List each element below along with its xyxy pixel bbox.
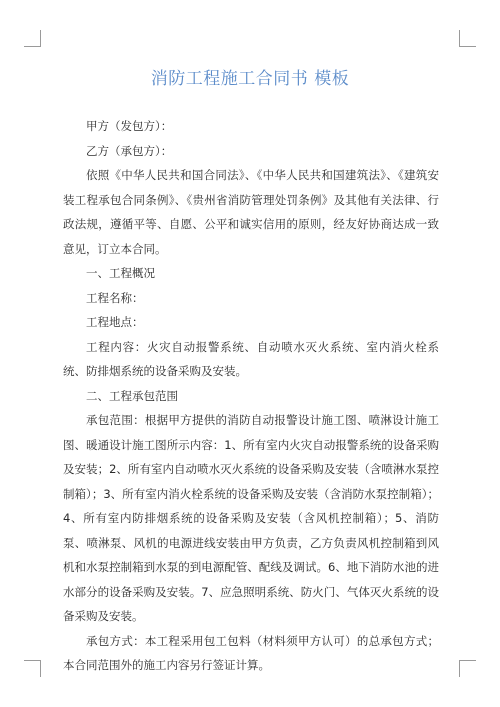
crop-mark-top-left	[24, 30, 41, 47]
crop-mark-bottom-left	[24, 660, 41, 677]
document-title: 消防工程施工合同书 模板	[150, 69, 350, 89]
preamble-paragraph: 依照《中华人民共和国合同法》、《中华人民共和国建筑法》、《建筑安装工程承包合同条例》、《贵州省消防管理处罚条例》及其他有关法律、行政法规，遵循平等、自愿、公平和诚实信用的原则，经友好协商达成一致意见，订立本合同。	[63, 168, 439, 256]
section-heading-overview: 一、工程概况	[86, 266, 155, 280]
project-location-line: 工程地点：	[86, 315, 144, 329]
crop-mark-bottom-right	[459, 660, 476, 677]
crop-mark-top-right	[459, 30, 476, 47]
scope-paragraph: 承包范围：根据甲方提供的消防自动报警设计施工图、喷淋设计施工图、暖通设计施工图所示内容：1、所有室内火灾自动报警系统的设备采购及安装；2、所有室内自动喷水灭火系统的设备采购及安装（含喷淋水泵控制箱）；3、所有室内消火栓系统的设备采购及安装（含消防水泵控制箱）；4、所有室内防排烟系统的设备采购及安装（含风机控制箱）；5、消防泵、喷淋泵、风机的电源进线安装由甲方负责，乙方负责风机控制箱到风机和水泵控制箱到水泵的到电源配管、配线及调试。6、地下消防水池的进水部分的设备采购及安装。7、应急照明系统、防火门、气体灭火系统的设备采购及安装。	[63, 413, 439, 623]
section-heading-scope: 二、工程承包范围	[86, 388, 178, 403]
project-name-line: 工程名称：	[86, 290, 144, 305]
contract-method-paragraph: 承包方式：本工程采用包工包料（材料须甲方认可）的总承包方式；本合同范围外的施工内容另行签证计算。	[63, 633, 439, 672]
party-a-line: 甲方（发包方）：	[86, 119, 173, 133]
project-content-paragraph: 工程内容：火灾自动报警系统、自动喷水灭火系统、室内消火栓系统、防排烟系统的设备采购及安装。	[63, 339, 439, 378]
party-b-line: 乙方（承包方）：	[86, 143, 173, 158]
document-body	[63, 114, 439, 678]
